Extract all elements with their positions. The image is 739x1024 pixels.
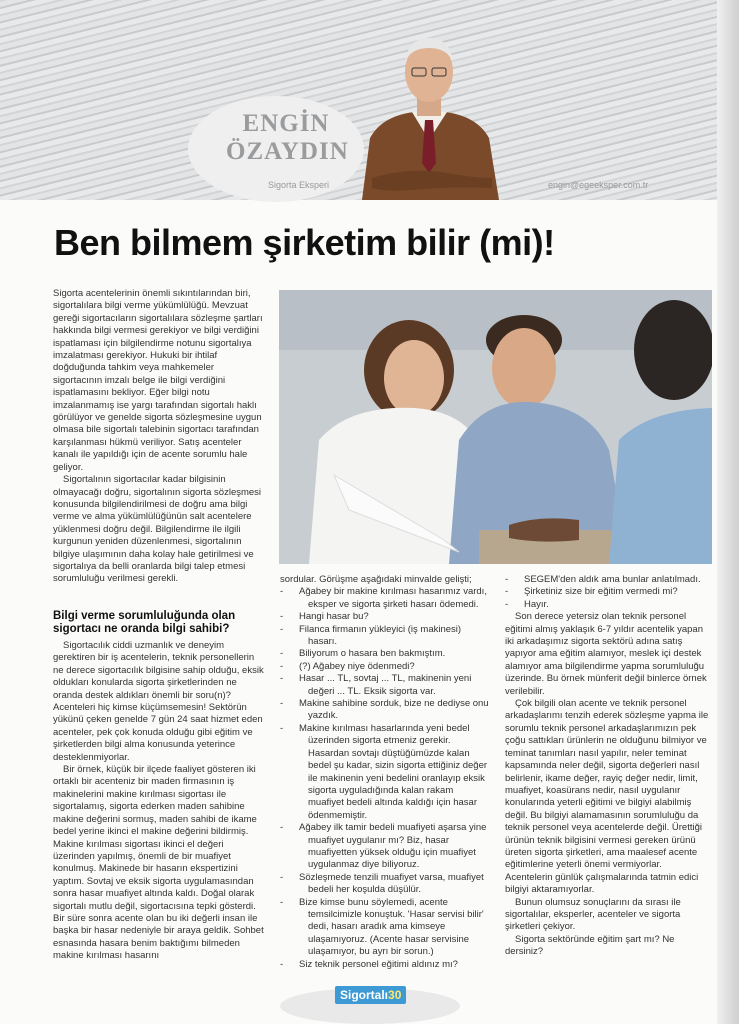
dialogue-line: - Filanca firmanın yükleyici (iş makinesi) hasarı. <box>280 623 462 648</box>
dialogue-line: - Siz teknik personel eğitimi aldınız mı? <box>280 958 458 970</box>
paragraph: Sigortacılık ciddi uzmanlık ve deneyim gerektiren bir iş acentelerin, teknik personellerin ne derece sigortacılık bilgisine sahip olduğu, eksik oldukları konularda sigorta şirketlerinden ne oranda destek aldıkları önemli bir soru(n)? Acenteleri hiç kimse küçümsemesin! Sektörün yükünü çeken genelde 7 gün 24 saat hizmet eden acenteler, pek çok konuda olduğu gibi eğitim ve şirketlerden bilgi alma konusunda yeterince desteklenmiyorlar. <box>53 640 264 763</box>
dialogue-line: - Hasar ... TL, sovtaj ... TL, makinenin yeni değeri ... TL. Eksik sigorta var. <box>280 673 472 697</box>
paragraph: Bunun olumsuz sonuçlarını da sırası ile sigortalılar, eksperler, acenteler ve sigorta şirketleri çekiyor. <box>505 896 681 933</box>
paragraph: Sigortalının sigortacılar kadar bilgisinin olmayacağı doğru, sigortalının sigorta sözleşmesi konusunda bilgilendirilmesi de doğru ama bilgi verme ve alma yükümlülüğünün salt acentelere yüklenmesi doğru değil. Bilgilendirme ile ilgili kurgunun yeniden düzenlenmesi, sigortalının bilgiye ulaşımının daha kolay hale getirilmesi ve sigortalıya da belli oranlarda bilgi talep etmesi sorumluluğu verilmesi gerekli. <box>53 474 262 585</box>
column-2 <box>280 574 490 971</box>
author-first-name: ENGİN <box>242 110 330 137</box>
section-heading: Bilgi verme sorumluluğunda olan sigortacı ne oranda bilgi sahibi? <box>53 610 236 635</box>
paragraph: Sigorta sektöründe eğitim şart mı? Ne dersiniz? <box>505 933 675 958</box>
paragraph: Çok bilgili olan acente ve teknik personel arkadaşlarımı tenzih ederek sözleşme yapma ile sorumlu teknik personel arkadaşlarımızın pek çoğu sattıkları ürünlerin ne olduğunu bilmiyor ve teminat tanımları nasıl yapılır, neler teminat kapsamında neler değil, sigorta değerleri nasıl belirlenir, ikame değer, rayiç değer nedir, limit, muafiyet, koasürans nedir, nasıl uygulanır konularında yeterli eğitimi ve bilgiyi alabilmiş değil. Bu bilgiyi alamamasının sorumluluğu da teknik personel veya acentelerde değil. Ürettiği ürünün teknik bilgisini vermesi gereken ürünü üreten sigorta şirketleri, ama maalesef acente eğitimlerine yeterli önemi vermiyorlar. Acentelerin günlük çalışmalarında tatmin edici bilgiyi aktaramıyorlar. <box>505 698 709 896</box>
meeting-photo <box>279 290 712 564</box>
column-1-bottom <box>53 610 265 963</box>
dialogue-line: - Ağabey ilk tamir bedeli muafiyeti aşarsa yine muafiyet uygulanır mı? Biz, hasar muafiyetten yüksek olduğu için muafiyet uygulanmaz diye biliyoruz. <box>280 822 487 871</box>
dialogue-line: - Sözleşmede tenzili muafiyet varsa, muafiyet bedeli her koşulda düşülür. <box>280 871 484 896</box>
paragraph: Sigorta acentelerinin önemli sıkıntılarından biri, sigortalılara bilgi verme yükümlülüğü. Mevzuat gereği sigortacıların sigortalılara sözleşme şartları hakkında bilgi vermesi gerekiyor ve bilgi verdiğini ispatlaması için bilgilendirme notunu sigortalıya imzalatması gerekiyor. Hukuki bir ihtilaf doğduğunda tahkim veya mahkemeler sigortacının imzalı belge ile bilgi verdiğini ispatlamasını bekliyor. Eğer bilgi notu imzalanmamış ise yargı tarafından sigortalı haklı görülüyor ve genelde sigorta sözleşmesine uygun olmasa bile sigortalı talebinin sigortacı tarafından karşılanması hükmü veriliyor. Satış acenteler kanalı ile yapıldığı için de acente sorumlu hale geliyor. <box>53 288 263 473</box>
dialogue-line: - Biliyorum o hasara ben bakmıştım. <box>280 648 446 660</box>
paragraph: Son derece yetersiz olan teknik personel eğitimi almış yaklaşık 6-7 yıldır acentelik yapan iki arkadaşımız sigorta sektörü adına satış yapıyor ama eğitim alamıyor, meslek içi destek alamıyor ama bilgilendirme yapma sorumluluğu üzerinde. Bu örnek münferit değil binlerce örnek verilebilir. <box>505 611 707 697</box>
dialogue-line: - Şirketiniz size bir eğitim vermedi mi? <box>505 586 678 598</box>
article-title: Ben bilmem şirketim bilir (mi)! <box>54 222 555 263</box>
dialogue-line: - Hangi hasar bu? <box>280 611 369 623</box>
author-last-name: ÖZAYDIN <box>226 138 349 165</box>
dialogue-line: - (?) Ağabey niye ödenmedi? <box>280 660 415 672</box>
page-edge-shadow <box>717 0 739 1024</box>
article-photo <box>279 290 712 564</box>
author-header <box>0 0 739 200</box>
author-email: engin@egeeksper.com.tr <box>548 180 649 190</box>
dialogue-line: - Makine sahibine sorduk, bize ne dediyse onu yazdık. <box>280 698 489 722</box>
dialogue-line: - Makine kırılması hasarlarında yeni bedel üzerinden sigorta etmeniz gerekir. Hasardan sovtajı düştüğümüzde kalan bedel şu kadar, sizin sigorta ettiğiniz değer ile makinenin yeni bedelini oranlayıp eksik sigorta uyguladığında kalan rakam muafiyet bedeli altında kaldığı için hasar ödenmemiştir. <box>280 722 488 821</box>
author-role: Sigorta Eksperi <box>268 180 330 190</box>
dialogue-line: - Hayır. <box>505 598 549 610</box>
dialogue-line: - Bize kimse bunu söylemedi, acente temsilcimizle konuştuk. 'Hasar servisi bilir' dedi, hasarı aradık ama kimseye ulaşamıyoruz. (Acente hasar servisine ulaşamıyor, bu ayrı bir sorun.) <box>280 896 484 958</box>
paragraph: Bir örnek, küçük bir ilçede faaliyet gösteren iki ortaklı bir acenteniz bir maden firmasının iş makinelerini makine kırılması sigortası ile sigortalamış, sigorta ederken maden sahibine makine değerini sormuş, maden sahibi de ikame bedel yerine ikinci el makine değerini bildirmiş. Makine kırılması sigortası ikinci el değeri üzerinden yapılmış, önemli de bir muafiyet konulmuş. Makinede bir hasarın ekspertizini yaptım. Sovtaj ve eksik sigorta uygulamasından sonra hasar muafiyet altında kaldı. Doğal olarak sigortalı mutlu değil, sigortacısına tepki gösterdi. Bir süre sonra acente olan bu iki değerli insan ile başka bir hasar nedeniyle bir araya geldik. Sohbet esnasında hasara benim baktığımı bilmeden makine kırılması hasarını <box>53 764 264 962</box>
author-portrait <box>352 28 507 200</box>
magazine-name: Sigortalı <box>340 988 389 1002</box>
dialogue-line: - SEGEM'den aldık ama bunlar anlatılmadı. <box>505 574 701 585</box>
dialogue-line: - Ağabey bir makine kırılması hasarımız vardı, eksper ve sigorta şirketi hasarı ödemedi. <box>280 586 487 610</box>
column-1-top <box>53 288 265 586</box>
paragraph: sordular. Görüşme aşağıdaki minvalde gelişti; <box>280 574 472 585</box>
column-3 <box>505 574 711 959</box>
page-number: 30 <box>388 988 402 1002</box>
page-footer-label <box>335 986 406 1004</box>
